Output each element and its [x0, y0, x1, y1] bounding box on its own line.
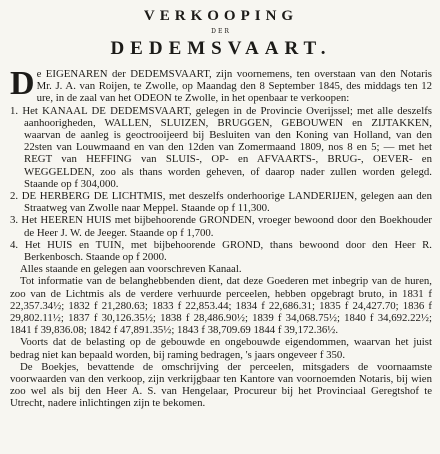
lot-4 [10, 239, 432, 263]
lot-number: 4. [10, 238, 19, 251]
intro-paragraph [10, 65, 432, 105]
lot-text: DE HERBERG DE LICHTMIS, met deszelfs onderhoorige LANDERIJEN, gelegen aan den Straatweg van Zwolle naar Meppel. Staande op f 11,300. [21, 190, 432, 215]
advertisement-body [10, 65, 433, 410]
lot-text: Het KANAAL DE DEDEMSVAART, gelegen in de Provincie Overijssel; met alle deszelfs aanhoorigheden, WALLEN, SLUIZEN, BRUGGEN, GEBOUWEN en ZIJTAKKEN, waarvan de aanleg is geoctrooijeerd bij Besluiten van den Koning van Holland, van den 22sten van Louwmaand en van den 12den van Zomermaand 1809, nos 8 en 5; — met het REGT van HEFFING van SLUIS-, OP- en AFVAARTS-, BRUG-, OEVER- en WEGGELDEN, zoo als thans worden geheven, of daarop nader zullen worden gelegd. Staande op f 304,000. [22, 104, 432, 190]
heading-dedemsvaart: DEDEMSVAART. [110, 38, 332, 59]
location-note: Alles staande en gelegen aan voorschreven Kanaal. [20, 263, 242, 276]
intro-text: e EIGENAREN der DEDEMSVAART, zijn voornemens, ten overstaan van den Notaris Mr. J. A. van Roijen, te Zwolle, op Maandag den 8 September 1845, des middags ten 12 ure, in de zaal van het ODEON te Zwolle, in het openbaar te verkoopen: [36, 68, 432, 105]
lot-number: 1. [10, 104, 19, 117]
lot-1 [10, 105, 432, 190]
dropcap-letter: D [10, 65, 35, 102]
lot-text: Het HEEREN HUIS met bijbehoorende GRONDEN, vroeger bewoond door den Boekhouder de Heer J. W. de Jeeger. Staande op f 1,700. [21, 214, 432, 239]
lot-2 [10, 190, 432, 214]
booklets-paragraph: De Boekjes, bevattende de omschrijving der perceelen, mitsgaders de voornaamste voorwaarden van den verkoop, zijn verkrijgbaar ten Kantore van voornoemden Notaris, bij wien zoo wel als bij den Heer A. S. van Hengelaar, Procureur bij het Provinciaal Geregtshof te Utrecht, nadere inlichtingen zijn te bekomen. [10, 360, 432, 410]
heading-verkooping: VERKOOPING [143, 8, 299, 24]
heading-der: DER [211, 28, 231, 35]
lot-text: Het HUIS en TUIN, met bijbehoorende GROND, thans bewoond door den Heer R. Berkenbosch. Staande op f 2000. [24, 238, 433, 264]
revenue-paragraph: Tot informatie van de belanghebbenden dient, dat deze Goederen met inbegrip van de huren, zoo van de Lichtmis als de verdere verhuurde perceelen, hebben opgebragt bruto, in 1831 f 22,357.34½; 1832 f 21,280.63; 1833 f 22,853.44; 1834 f 22,686.31; 1835 f 24,427.70; 1836 f 29,802.11½; 1837 f 30,126.35½; 1838 f 28,486.90½; 1839 f 34,068.75½; 1840 f 34,692.22½; 1841 f 39,836.08; 1842 f 47,891.35½; 1843 f 38,709.69 1844 f 39,172.36½. [10, 275, 432, 337]
lot-number: 2. [10, 190, 19, 203]
tax-paragraph: Voorts dat de belasting op de gebouwde en ongebouwde eigendommen, waarvan het juist bedrag niet kan bepaald worden, bij raming bedragen, 's jaars ongeveer f 350. [10, 336, 432, 361]
lot-3 [10, 214, 432, 238]
lot-number: 3. [10, 214, 19, 227]
